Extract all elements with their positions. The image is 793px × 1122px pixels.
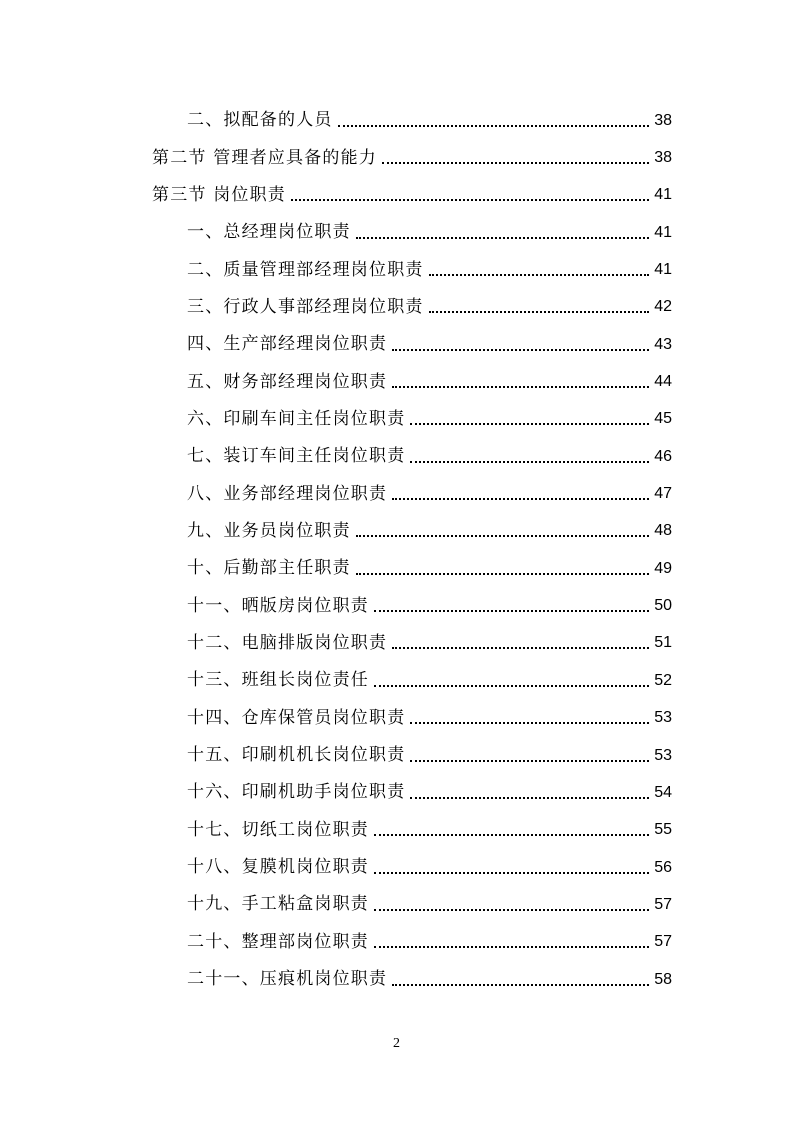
toc-dot-leader bbox=[291, 199, 649, 201]
toc-entry-page: 41 bbox=[654, 261, 672, 279]
toc-entry[interactable] bbox=[152, 774, 672, 811]
toc-entry-page: 53 bbox=[654, 746, 672, 764]
toc-entry-page: 48 bbox=[654, 522, 672, 540]
table-of-contents bbox=[152, 102, 672, 998]
toc-entry[interactable] bbox=[152, 214, 672, 251]
toc-dot-leader bbox=[374, 872, 649, 874]
toc-dot-leader bbox=[338, 125, 649, 127]
toc-entry[interactable] bbox=[152, 737, 672, 774]
toc-entry-page: 58 bbox=[654, 970, 672, 988]
toc-entry-page: 51 bbox=[654, 634, 672, 652]
toc-entry-title: 二十、整理部岗位职责 bbox=[187, 931, 369, 952]
toc-entry[interactable] bbox=[152, 550, 672, 587]
toc-dot-leader bbox=[392, 349, 649, 351]
toc-entry-title: 十六、印刷机助手岗位职责 bbox=[187, 782, 406, 803]
toc-entry-page: 50 bbox=[654, 597, 672, 615]
toc-entry[interactable] bbox=[152, 289, 672, 326]
toc-entry[interactable] bbox=[152, 401, 672, 438]
toc-dot-leader bbox=[410, 423, 649, 425]
toc-dot-leader bbox=[374, 946, 649, 948]
toc-entry-title: 十八、复膜机岗位职责 bbox=[187, 857, 369, 878]
toc-dot-leader bbox=[410, 722, 649, 724]
toc-dot-leader bbox=[410, 760, 649, 762]
toc-entry[interactable] bbox=[152, 587, 672, 624]
toc-entry[interactable] bbox=[152, 475, 672, 512]
toc-entry[interactable] bbox=[152, 363, 672, 400]
toc-entry[interactable] bbox=[152, 812, 672, 849]
toc-entry-title: 三、行政人事部经理岗位职责 bbox=[187, 296, 424, 317]
toc-entry[interactable] bbox=[152, 961, 672, 998]
toc-dot-leader bbox=[356, 535, 649, 537]
toc-entry[interactable] bbox=[152, 849, 672, 886]
toc-entry-title: 六、印刷车间主任岗位职责 bbox=[187, 408, 406, 429]
toc-entry[interactable] bbox=[152, 177, 672, 214]
toc-entry-title: 十九、手工粘盒岗职责 bbox=[187, 894, 369, 915]
toc-entry-page: 41 bbox=[654, 223, 672, 241]
toc-entry[interactable] bbox=[152, 438, 672, 475]
toc-entry-page: 47 bbox=[654, 485, 672, 503]
toc-entry-title: 二、质量管理部经理岗位职责 bbox=[187, 259, 424, 280]
toc-dot-leader bbox=[382, 162, 649, 164]
toc-entry-page: 41 bbox=[654, 186, 672, 204]
toc-entry-title: 十四、仓库保管员岗位职责 bbox=[187, 707, 406, 728]
toc-dot-leader bbox=[392, 386, 649, 388]
toc-entry[interactable] bbox=[152, 139, 672, 176]
toc-entry-page: 38 bbox=[654, 111, 672, 129]
toc-entry-page: 57 bbox=[654, 895, 672, 913]
toc-dot-leader bbox=[356, 573, 649, 575]
toc-entry-title: 十一、晒版房岗位职责 bbox=[187, 595, 369, 616]
toc-entry[interactable] bbox=[152, 102, 672, 139]
toc-entry-page: 54 bbox=[654, 783, 672, 801]
toc-entry[interactable] bbox=[152, 513, 672, 550]
toc-entry-page: 49 bbox=[654, 559, 672, 577]
toc-entry-page: 46 bbox=[654, 447, 672, 465]
toc-entry-title: 第三节 岗位职责 bbox=[152, 184, 287, 205]
toc-entry-page: 57 bbox=[654, 933, 672, 951]
toc-entry[interactable] bbox=[152, 924, 672, 961]
toc-dot-leader bbox=[392, 647, 649, 649]
toc-dot-leader bbox=[429, 311, 649, 313]
toc-entry-page: 43 bbox=[654, 335, 672, 353]
toc-entry-title: 八、业务部经理岗位职责 bbox=[187, 483, 388, 504]
toc-entry[interactable] bbox=[152, 326, 672, 363]
toc-entry-title: 四、生产部经理岗位职责 bbox=[187, 334, 388, 355]
page-number: 2 bbox=[393, 1036, 400, 1051]
toc-entry-page: 42 bbox=[654, 298, 672, 316]
toc-entry-page: 52 bbox=[654, 671, 672, 689]
toc-dot-leader bbox=[392, 984, 649, 986]
toc-dot-leader bbox=[410, 797, 649, 799]
toc-entry[interactable] bbox=[152, 251, 672, 288]
toc-entry-title: 七、装订车间主任岗位职责 bbox=[187, 446, 406, 467]
toc-dot-leader bbox=[356, 237, 649, 239]
toc-dot-leader bbox=[374, 834, 649, 836]
toc-entry[interactable] bbox=[152, 662, 672, 699]
toc-entry-page: 44 bbox=[654, 373, 672, 391]
toc-entry[interactable] bbox=[152, 700, 672, 737]
toc-dot-leader bbox=[429, 274, 649, 276]
toc-entry-title: 十七、切纸工岗位职责 bbox=[187, 819, 369, 840]
toc-entry-page: 45 bbox=[654, 410, 672, 428]
toc-dot-leader bbox=[392, 498, 649, 500]
toc-entry[interactable] bbox=[152, 886, 672, 923]
toc-entry-page: 56 bbox=[654, 858, 672, 876]
toc-entry-title: 十二、电脑排版岗位职责 bbox=[187, 632, 388, 653]
toc-entry[interactable] bbox=[152, 625, 672, 662]
toc-entry-title: 十五、印刷机机长岗位职责 bbox=[187, 745, 406, 766]
toc-entry-title: 二、拟配备的人员 bbox=[187, 110, 333, 131]
toc-entry-title: 十、后勤部主任职责 bbox=[187, 558, 351, 579]
toc-entry-title: 十三、班组长岗位责任 bbox=[187, 670, 369, 691]
toc-dot-leader bbox=[374, 685, 649, 687]
toc-dot-leader bbox=[410, 461, 649, 463]
toc-dot-leader bbox=[374, 909, 649, 911]
toc-entry-title: 第二节 管理者应具备的能力 bbox=[152, 147, 378, 168]
toc-entry-title: 一、总经理岗位职责 bbox=[187, 222, 351, 243]
toc-entry-title: 九、业务员岗位职责 bbox=[187, 520, 351, 541]
toc-dot-leader bbox=[374, 610, 649, 612]
toc-entry-page: 53 bbox=[654, 709, 672, 727]
toc-entry-title: 二十一、压痕机岗位职责 bbox=[187, 969, 388, 990]
toc-entry-page: 55 bbox=[654, 821, 672, 839]
toc-entry-page: 38 bbox=[654, 149, 672, 167]
toc-entry-title: 五、财务部经理岗位职责 bbox=[187, 371, 388, 392]
